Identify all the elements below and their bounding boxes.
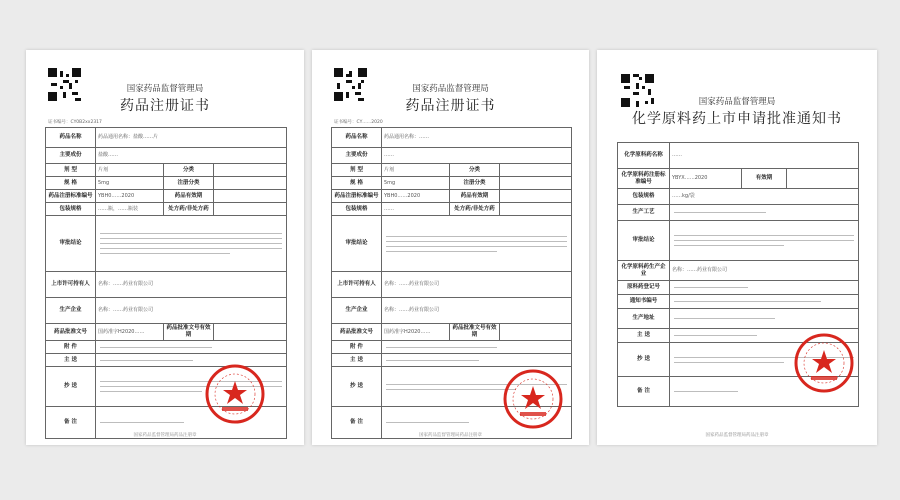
side-value [500,324,572,341]
row-label: 药品批准文号 [46,324,96,341]
row-label: 规 格 [332,177,382,190]
row-label: 剂 型 [46,164,96,177]
side-label: 有效期 [742,169,787,189]
row-label: 化学原料药名称 [618,143,670,169]
row-label: 抄 送 [618,343,670,377]
row-label: 备 注 [618,377,670,407]
row-label: 生产工艺 [618,205,670,221]
row-label: 主 送 [618,329,670,343]
row-label: 附 件 [332,341,382,354]
row-label: 抄 送 [46,367,96,407]
side-value [214,177,287,190]
issuing-agency: 国家药品监督管理局 [126,84,204,94]
row-label: 剂 型 [332,164,382,177]
row-value: 药品通用名称：盐酸……片 [96,128,287,148]
approval-conclusion-text [96,216,287,272]
approval-conclusion-text [670,221,859,261]
side-value [214,164,287,177]
row-label: 规 格 [46,177,96,190]
row-value: …… [382,148,572,164]
row-value: 名称：……药业有限公司 [670,261,859,281]
row-value: 国药准字H2020…… [382,324,450,341]
issuing-agency: 国家药品监督管理局 [698,97,776,107]
row-value: 片剂 [96,164,164,177]
official-seal-icon [793,332,855,394]
side-value [500,190,572,203]
row-label: 上市许可持有人 [332,272,382,298]
footer-text: 国家药品监督管理局药品注册章 [419,433,482,438]
side-value [214,324,287,341]
row-value [96,341,287,354]
row-value: 盐酸…… [96,148,287,164]
row-label: 药品名称 [46,128,96,148]
row-label: 主要成份 [46,148,96,164]
row-value: …… [670,143,859,169]
certificate-number: 证书编号：CY0B2xx2317 [48,120,102,125]
notice-document-3 [597,50,877,445]
side-label: 注册分类 [450,177,500,190]
row-label: 药品名称 [332,128,382,148]
row-label: 通知书编号 [618,295,670,309]
document-title: 化学原料药上市申请批准通知书 [632,111,842,127]
row-value: YBH0……2020 [96,190,164,203]
row-value: YBYX……2020 [670,169,742,189]
row-value [382,341,572,354]
row-label: 备 注 [332,407,382,439]
document-title: 药品注册证书 [405,98,496,114]
row-label: 生产企业 [46,298,96,324]
side-value [500,203,572,216]
side-value [500,164,572,177]
row-label: 附 件 [46,341,96,354]
row-value [670,281,859,295]
row-label: 原料药登记号 [618,281,670,295]
side-label: 处方药/非处方药 [450,203,500,216]
row-value: ……kg/袋 [670,189,859,205]
row-value: ……瓶，……瓶装 [96,203,164,216]
row-value: 国药准字H2020…… [96,324,164,341]
approval-conclusion-text [382,216,572,272]
row-label: 药品注册标准编号 [46,190,96,203]
row-label: 审批结论 [332,216,382,272]
row-label: 包装规格 [618,189,670,205]
side-label: 注册分类 [164,177,214,190]
side-label: 药品批准文号有效期 [450,324,500,341]
row-value: 名称：……药业有限公司 [382,298,572,324]
row-label: 主 送 [46,354,96,367]
side-label: 分类 [450,164,500,177]
row-label: 药品注册标准编号 [332,190,382,203]
row-label: 包装规格 [332,203,382,216]
side-label: 药品有效期 [164,190,214,203]
row-label: 化学原料药注册标准编号 [618,169,670,189]
footer-text: 国家药品监督管理局药品注册章 [133,433,197,438]
row-value: YBH0……2020 [382,190,450,203]
side-label: 药品有效期 [450,190,500,203]
row-value [670,295,859,309]
row-label: 包装规格 [46,203,96,216]
row-label: 生产地址 [618,309,670,329]
side-label: 药品批准文号有效期 [164,324,214,341]
certificate-document-1 [26,50,304,445]
row-value [382,354,572,367]
row-label: 审批结论 [618,221,670,261]
row-value: …… [382,203,450,216]
footer-text: 国家药品监督管理局药品注册章 [705,433,769,438]
row-label: 审批结论 [46,216,96,272]
side-value [500,177,572,190]
row-label: 主 送 [332,354,382,367]
row-value: 名称：……药业有限公司 [382,272,572,298]
official-seal-icon [502,368,564,430]
document-title: 药品注册证书 [120,98,210,114]
row-label: 抄 送 [332,367,382,407]
row-value: 名称：……药业有限公司 [96,272,287,298]
side-value [214,203,287,216]
row-value: 药品通用名称：…… [382,128,572,148]
row-label: 上市许可持有人 [46,272,96,298]
row-value [670,309,859,329]
row-value: 片剂 [382,164,450,177]
issuing-agency: 国家药品监督管理局 [412,84,489,94]
row-value: 5mg [96,177,164,190]
official-seal-icon [204,363,266,425]
side-label: 分类 [164,164,214,177]
row-label: 主要成份 [332,148,382,164]
certificate-number: 证书编号：CY……2020 [334,120,383,125]
row-value: 5mg [382,177,450,190]
certificate-document-2 [312,50,589,445]
side-value [214,190,287,203]
side-value [787,169,859,189]
side-label: 处方药/非处方药 [164,203,214,216]
row-label: 药品批准文号 [332,324,382,341]
row-value [670,205,859,221]
row-label: 备 注 [46,407,96,439]
row-label: 生产企业 [332,298,382,324]
row-value: 名称：……药业有限公司 [96,298,287,324]
row-label: 化学原料药生产企业 [618,261,670,281]
